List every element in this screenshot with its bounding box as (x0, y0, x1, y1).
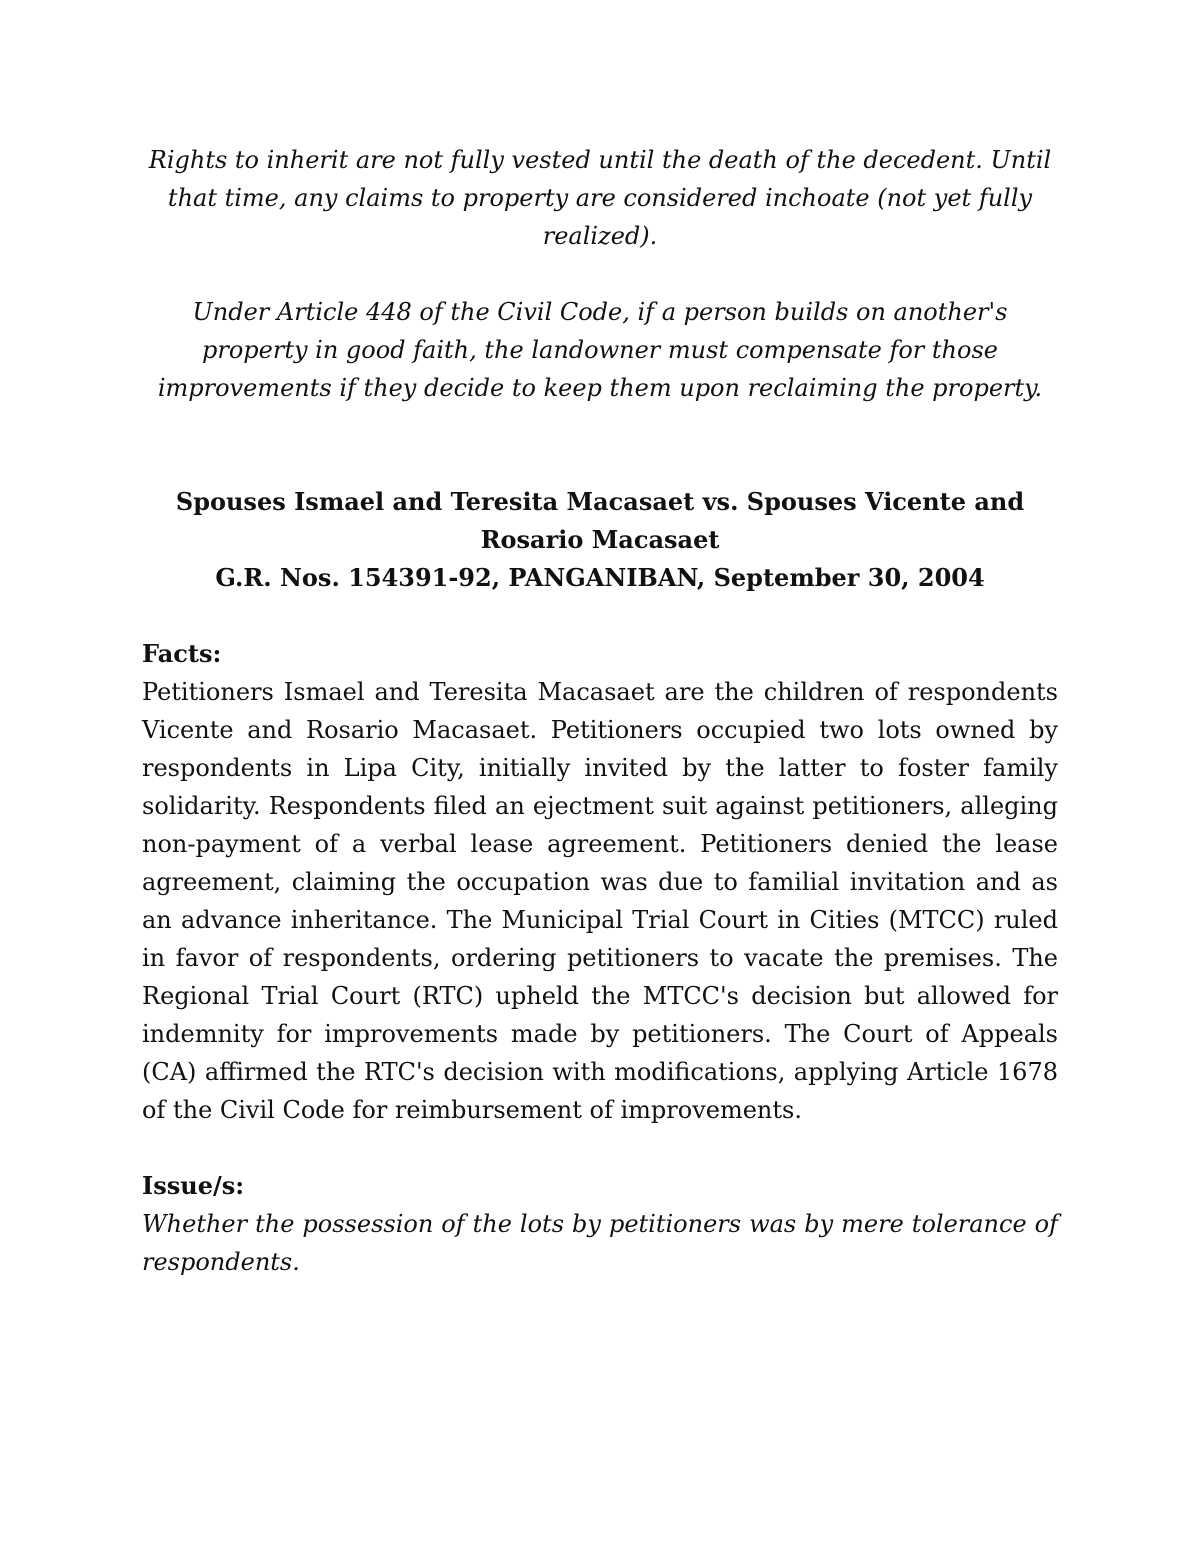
facts-label: Facts: (142, 639, 222, 668)
issues-text: Whether the possession of the lots by petitioners was by mere tolerance of respondents. (142, 1210, 1058, 1276)
case-heading (142, 483, 1058, 597)
intro-paragraph-article-448: Under Article 448 of the Civil Code, if a person builds on another's property in good faith, the landowner must compensate for those improvements if they decide to keep them upon reclaiming the property. (157, 298, 1043, 402)
case-title: Spouses Ismael and Teresita Macasaet vs. Spouses Vicente and Rosario Macasaet (175, 487, 1025, 554)
facts-text: Petitioners Ismael and Teresita Macasaet are the children of respondents Vicente and Rosario Macasaet. Petitioners occupied two lots owned by respondents in Lipa City, initially invited by the latter to foster family solidarity. Respondents filed an ejectment suit against petitioners, alleging non-payment of a verbal lease agreement. Petitioners denied the lease agreement, claiming the occupation was due to familial invitation and as an advance inheritance. The Municipal Trial Court in Cities (MTCC) ruled in favor of respondents, ordering petitioners to vacate the premises. The Regional Trial Court (RTC) upheld the MTCC's decision but allowed for indemnity for improvements made by petitioners. The Court of Appeals (CA) affirmed the RTC's decision with modifications, applying Article 1678 of the Civil Code for reimbursement of improvements. (142, 678, 1058, 1124)
case-citation: G.R. Nos. 154391-92, PANGANIBAN, September 30, 2004 (215, 563, 985, 592)
intro-paragraph-inheritance: Rights to inherit are not fully vested until the death of the decedent. Until that time, any claims to property are considered inchoate (not yet fully realized). (148, 146, 1052, 250)
paragraph-gap (142, 255, 1058, 293)
issues-label: Issue/s: (142, 1171, 245, 1200)
document-page (142, 141, 1058, 1281)
